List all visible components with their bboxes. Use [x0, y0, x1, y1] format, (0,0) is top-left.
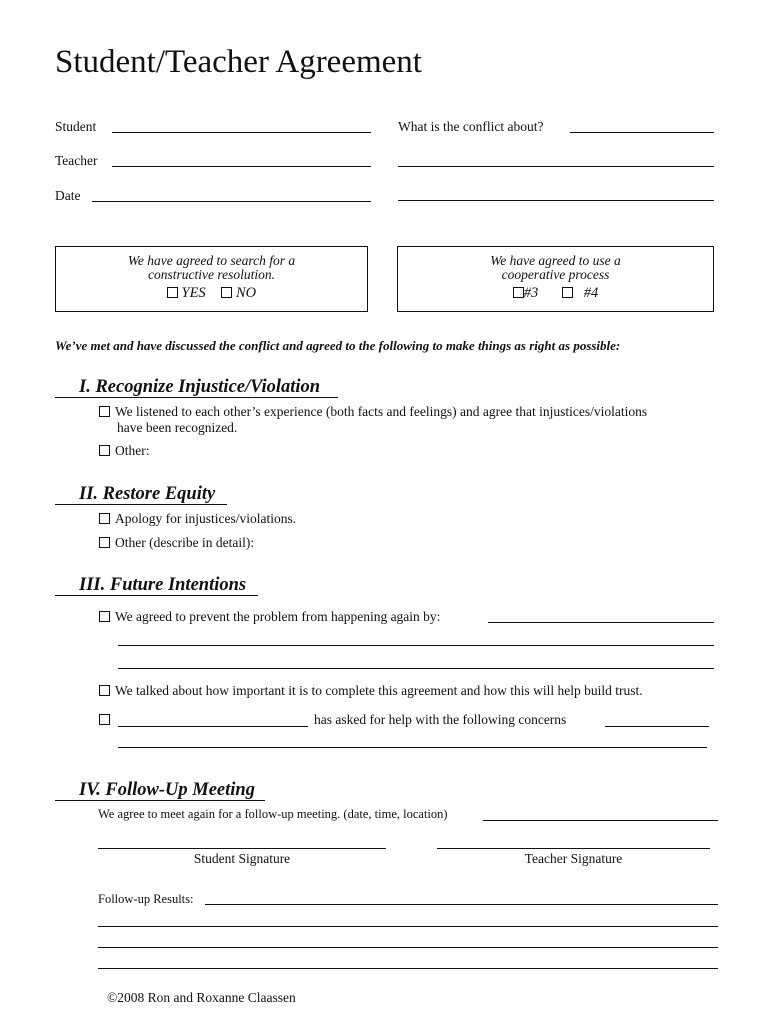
section-1-other[interactable] — [99, 443, 150, 459]
yes-checkbox[interactable] — [167, 287, 178, 298]
section-3-item-3-checkbox[interactable] — [99, 714, 110, 725]
follow-up-results-field[interactable] — [205, 904, 718, 905]
section-2-item-1[interactable] — [99, 511, 296, 527]
concerns-field[interactable] — [605, 726, 709, 727]
section-4-heading: IV. Follow-Up Meeting — [79, 780, 255, 800]
section-3-item-2-checkbox[interactable] — [99, 685, 110, 696]
section-2-item-1-checkbox[interactable] — [99, 513, 110, 524]
intro-statement: We’ve met and have discussed the conflict and agreed to the following to make things as right as possible: — [55, 338, 621, 353]
date-field[interactable] — [92, 201, 371, 202]
page-title: Student/Teacher Agreement — [55, 44, 422, 80]
section-1-other-checkbox[interactable] — [99, 445, 110, 456]
process-box-line-1: We have agreed to use a — [490, 253, 621, 268]
option-3[interactable] — [513, 285, 539, 301]
teacher-signature-label: Teacher Signature — [524, 851, 623, 866]
follow-up-meeting-text: We agree to meet again for a follow-up meeting. (date, time, location) — [98, 807, 448, 821]
conflict-field-line-2[interactable] — [398, 166, 714, 167]
date-label: Date — [55, 188, 81, 203]
section-4-underline — [55, 800, 265, 801]
conflict-field-line-3[interactable] — [398, 200, 714, 201]
option-4-checkbox[interactable] — [562, 287, 573, 298]
section-1-heading: I. Recognize Injustice/Violation — [79, 377, 321, 397]
student-label: Student — [55, 119, 97, 134]
option-3-label: #3 — [523, 285, 539, 301]
student-signature-field[interactable] — [98, 848, 386, 849]
section-3-item-2[interactable] — [99, 683, 643, 699]
follow-up-meeting-field[interactable] — [483, 820, 718, 821]
section-3-item-1-checkbox[interactable] — [99, 611, 110, 622]
section-2-item-2-text: Other (describe in detail): — [115, 535, 255, 550]
section-1-item-1-checkbox[interactable] — [99, 406, 110, 417]
option-4[interactable] — [562, 285, 598, 301]
concerns-field-line-2[interactable] — [118, 747, 707, 748]
resolution-box-line-1: We have agreed to search for a — [127, 253, 296, 268]
section-2-underline — [55, 504, 227, 505]
section-2-item-1-text: Apology for injustices/violations. — [115, 511, 297, 526]
follow-up-results-line-4[interactable] — [98, 968, 718, 969]
section-2-heading: II. Restore Equity — [79, 484, 216, 504]
follow-up-results-label: Follow-up Results: — [98, 892, 194, 906]
prevention-field[interactable] — [488, 622, 714, 623]
option-3-checkbox[interactable] — [513, 287, 524, 298]
section-2-item-2-checkbox[interactable] — [99, 537, 110, 548]
yes-label: YES — [181, 285, 206, 301]
resolution-agreement-box — [55, 246, 368, 312]
process-box-line-2: cooperative process — [501, 267, 610, 282]
follow-up-results-line-3[interactable] — [98, 947, 718, 948]
conflict-field[interactable] — [570, 132, 714, 133]
section-1-other-text: Other: — [115, 443, 150, 458]
section-3-item-3-text: has asked for help with the following concerns — [314, 712, 567, 727]
prevention-field-line-3[interactable] — [118, 668, 714, 669]
section-1-item-1-text: We listened to each other’s experience (both facts and feelings) and agree that injustices/violations — [115, 404, 648, 419]
resolution-options — [56, 285, 367, 302]
follow-up-results-line-2[interactable] — [98, 926, 718, 927]
section-1-item-1-cont: have been recognized. — [117, 420, 238, 435]
resolution-box-line-2: constructive resolution. — [148, 267, 275, 282]
no-option[interactable] — [221, 285, 256, 301]
section-1-item-1[interactable] — [99, 404, 647, 420]
yes-option[interactable] — [167, 285, 206, 301]
section-1-underline — [55, 397, 338, 398]
teacher-field[interactable] — [112, 166, 371, 167]
student-field[interactable] — [112, 132, 371, 133]
no-checkbox[interactable] — [221, 287, 232, 298]
teacher-label: Teacher — [55, 153, 98, 168]
process-options — [398, 285, 713, 302]
section-3-item-1[interactable] — [99, 609, 440, 625]
copyright-footer: ©2008 Ron and Roxanne Claassen — [107, 990, 296, 1005]
section-3-heading: III. Future Intentions — [79, 575, 247, 595]
process-agreement-box — [397, 246, 714, 312]
section-2-item-2[interactable] — [99, 535, 254, 551]
section-3-item-2-text: We talked about how important it is to complete this agreement and how this will help build trust. — [115, 683, 643, 698]
section-3-underline — [55, 595, 258, 596]
no-label: NO — [235, 285, 257, 301]
option-4-label: #4 — [583, 285, 599, 301]
help-name-field[interactable] — [118, 726, 308, 727]
section-3-item-1-text: We agreed to prevent the problem from happening again by: — [115, 609, 441, 624]
student-signature-label: Student Signature — [193, 851, 291, 866]
prevention-field-line-2[interactable] — [118, 645, 714, 646]
section-3-item-3[interactable] — [99, 712, 115, 728]
teacher-signature-field[interactable] — [437, 848, 710, 849]
conflict-label: What is the conflict about? — [398, 119, 544, 134]
